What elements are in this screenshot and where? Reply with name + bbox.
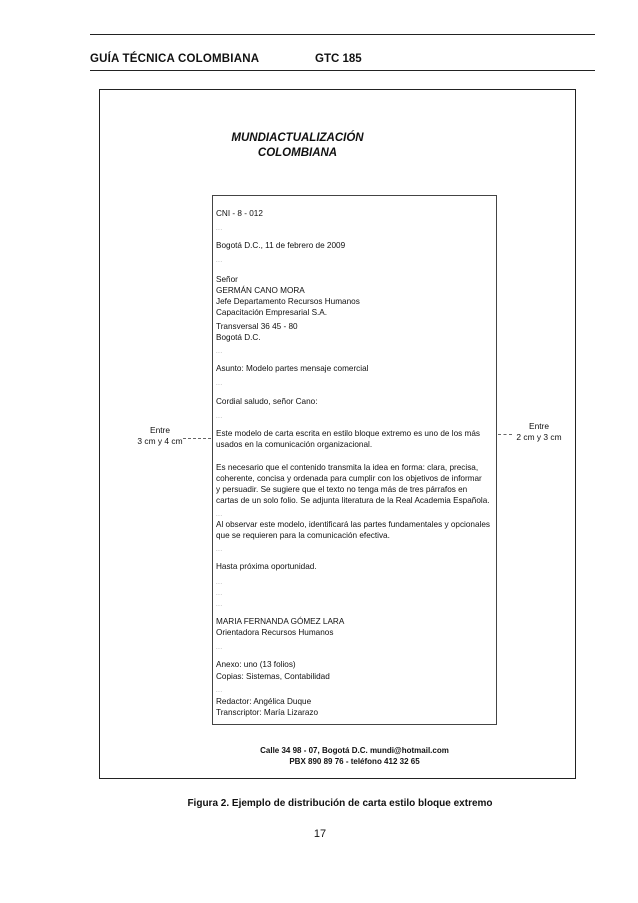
address-line-2: Bogotá D.C. <box>216 333 261 342</box>
left-margin-line-2: 3 cm y 4 cm <box>137 436 183 446</box>
letterhead-footer <box>212 745 497 767</box>
spacer-dots: ... <box>216 580 223 586</box>
paragraph-2-line: coherente, concisa y ordenada para cumplir con los objetivos de informar <box>216 474 482 483</box>
left-margin-line-1: Entre <box>149 425 171 435</box>
paragraph-3-line: que se requieren para la comunicación efectiva. <box>216 531 390 540</box>
page-number: 17 <box>313 828 327 840</box>
company-line-1: MUNDIACTUALIZACIÓN <box>231 132 364 144</box>
spacer-dots: ... <box>216 381 223 387</box>
right-margin-arrow <box>498 434 512 435</box>
signer-name: MARIA FERNANDA GÓMEZ LARA <box>216 617 345 626</box>
recipient-company: Capacitación Empresarial S.A. <box>216 308 328 317</box>
spacer-dots: ... <box>216 547 223 553</box>
header-rule <box>90 70 595 71</box>
subject-line: Asunto: Modelo partes mensaje comercial <box>216 364 369 373</box>
editor-line: Redactor: Angélica Duque <box>216 697 312 706</box>
company-line-2: COLOMBIANA <box>257 147 338 159</box>
paragraph-1-line: usados en la comunicación organizacional. <box>216 440 373 449</box>
left-margin-arrow <box>183 438 211 439</box>
transcriber-line: Transcriptor: María Lizarazo <box>216 708 319 717</box>
left-margin-note <box>130 425 190 447</box>
spacer-dots: ... <box>216 349 223 355</box>
copies-line: Copias: Sistemas, Contabilidad <box>216 672 330 681</box>
date-line: Bogotá D.C., 11 de febrero de 2009 <box>216 241 346 250</box>
salutation-title: Señor <box>216 275 238 284</box>
paragraph-2-line: Es necesario que el contenido transmita la idea en forma: clara, precisa, <box>216 463 479 472</box>
spacer-dots: ... <box>216 688 223 694</box>
footer-phone: PBX 890 89 76 - teléfono 412 32 65 <box>289 757 420 766</box>
paragraph-2-line: y persuadir. Se sugiere que el texto no tenga más de tres párrafos en <box>216 485 468 494</box>
right-margin-note <box>508 421 570 443</box>
company-name <box>210 131 385 161</box>
header-code: GTC 185 <box>315 53 362 65</box>
spacer-dots: ... <box>216 414 223 420</box>
top-rule <box>90 34 595 35</box>
reference: CNI - 8 - 012 <box>216 209 263 218</box>
paragraph-2-line: cartas de un solo folio. Se adjunta literatura de la Real Academia Española. <box>216 496 490 505</box>
paragraph-1-line: Este modelo de carta escrita en estilo bloque extremo es uno de los más <box>216 429 480 438</box>
footer-address: Calle 34 98 - 07, Bogotá D.C. mundi@hotmail.com <box>260 746 449 755</box>
spacer-dots: ... <box>216 258 223 264</box>
attachment-line: Anexo: uno (13 folios) <box>216 660 296 669</box>
figure-caption: Figura 2. Ejemplo de distribución de carta estilo bloque extremo <box>187 798 493 809</box>
signer-position: Orientadora Recursos Humanos <box>216 628 334 637</box>
spacer-dots: ... <box>216 645 223 651</box>
address-line-1: Transversal 36 45 - 80 <box>216 322 298 331</box>
right-margin-line-2: 2 cm y 3 cm <box>516 432 562 442</box>
right-margin-line-1: Entre <box>528 421 550 431</box>
recipient-name: GERMÁN CANO MORA <box>216 286 305 295</box>
spacer-dots: ... <box>216 591 223 597</box>
closing: Hasta próxima oportunidad. <box>216 562 317 571</box>
paragraph-3-line: Al observar este modelo, identificará las partes fundamentales y opcionales <box>216 520 490 529</box>
spacer-dots: ... <box>216 512 223 518</box>
spacer-dots: ... <box>216 226 223 232</box>
recipient-position: Jefe Departamento Recursos Humanos <box>216 297 360 306</box>
spacer-dots: ... <box>216 602 223 608</box>
header-title: GUÍA TÉCNICA COLOMBIANA <box>90 53 260 65</box>
greeting: Cordial saludo, señor Cano: <box>216 397 318 406</box>
letter-box <box>212 195 497 725</box>
